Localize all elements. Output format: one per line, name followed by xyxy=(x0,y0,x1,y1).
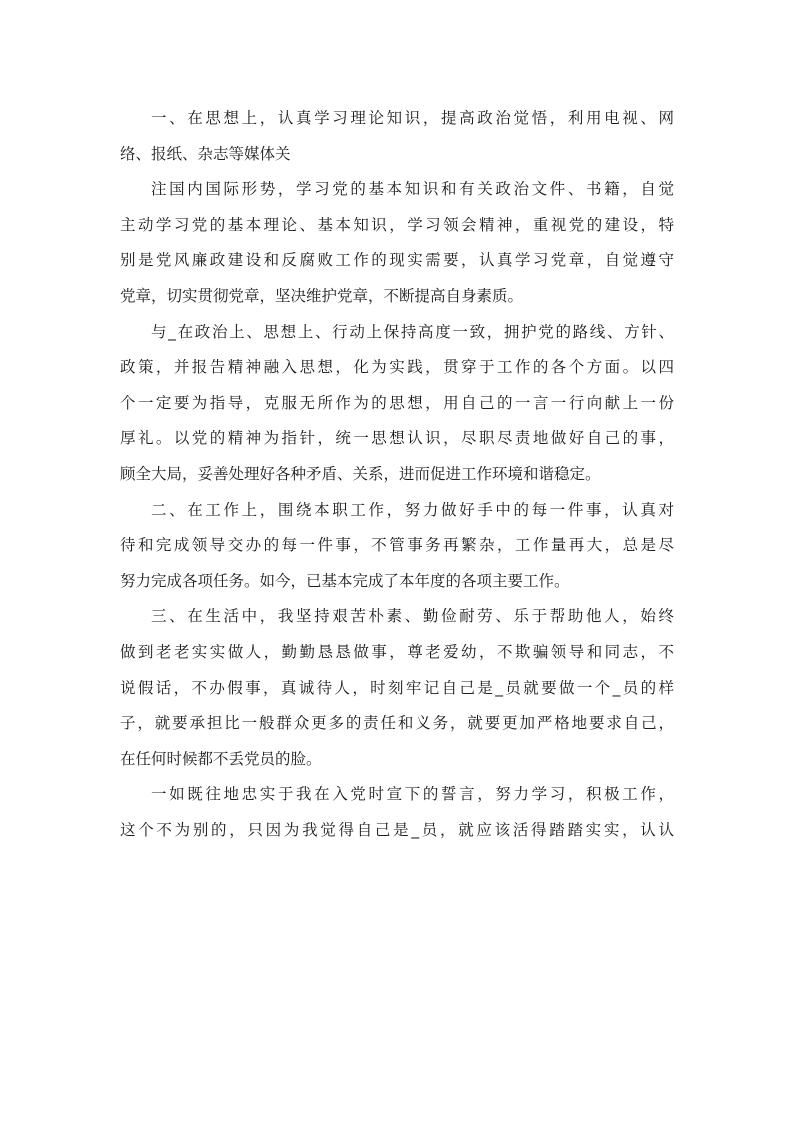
text-line: 在任何时候都不丢党员的脸。 xyxy=(120,749,322,768)
text-line: 这个不为别的，只因为我觉得自己是_员，就应该活得踏踏实实，认认 xyxy=(120,820,674,839)
text-line: 与_在政治上、思想上、行动上保持高度一致，拥护党的路线、方针、 xyxy=(151,322,674,341)
text-line: 做到老老实实做人，勤勤恳恳做事，尊老爱幼，不欺骗领导和同志，不 xyxy=(120,642,674,661)
text-line: 络、报纸、杂志等媒体关 xyxy=(120,144,291,163)
text-line: 说假话，不办假事，真诚待人，时刻牢记自己是_员就要做一个_员的样 xyxy=(120,678,674,697)
text-line: 子，就要承担比一般群众更多的责任和义务，就要更加严格地要求自己， xyxy=(120,714,674,733)
text-line: 努力完成各项任务。如今，已基本完成了本年度的各项主要工作。 xyxy=(120,571,570,590)
text-line: 厚礼。以党的精神为指针，统一思想认识，尽职尽责地做好自己的事， xyxy=(120,429,674,448)
text-line: 个一定要为指导，克服无所作为的思想，用自己的一言一行向献上一份 xyxy=(120,393,674,412)
document-body xyxy=(120,101,674,848)
text-line: 待和完成领导交办的每一件事，不管事务再繁杂，工作量再大，总是尽 xyxy=(120,536,674,555)
text-line: 三、在生活中，我坚持艰苦朴素、勤俭耐劳、乐于帮助他人，始终 xyxy=(151,607,674,626)
text-line: 政策，并报告精神融入思想，化为实践，贯穿于工作的各个方面。以四 xyxy=(120,358,674,377)
text-line: 顾全大局，妥善处理好各种矛盾、关系，进而促进工作环境和谐稳定。 xyxy=(120,464,601,483)
text-line: 党章，切实贯彻党章，坚决维护党章，不断提高自身素质。 xyxy=(120,286,524,305)
text-line: 一如既往地忠实于我在入党时宣下的誓言，努力学习，积极工作， xyxy=(151,785,674,804)
text-line: 注国内国际形势，学习党的基本知识和有关政治文件、书籍，自觉 xyxy=(151,180,674,199)
text-line: 二、在工作上，围绕本职工作，努力做好手中的每一件事，认真对 xyxy=(151,500,674,519)
text-line: 一、在思想上，认真学习理论知识，提高政治觉悟，利用电视、网 xyxy=(151,109,674,127)
text-line: 别是党风廉政建设和反腐败工作的现实需要，认真学习党章，自觉遵守 xyxy=(120,251,674,270)
text-line: 主动学习党的基本理论、基本知识，学习领会精神，重视党的建设，特 xyxy=(120,215,674,234)
